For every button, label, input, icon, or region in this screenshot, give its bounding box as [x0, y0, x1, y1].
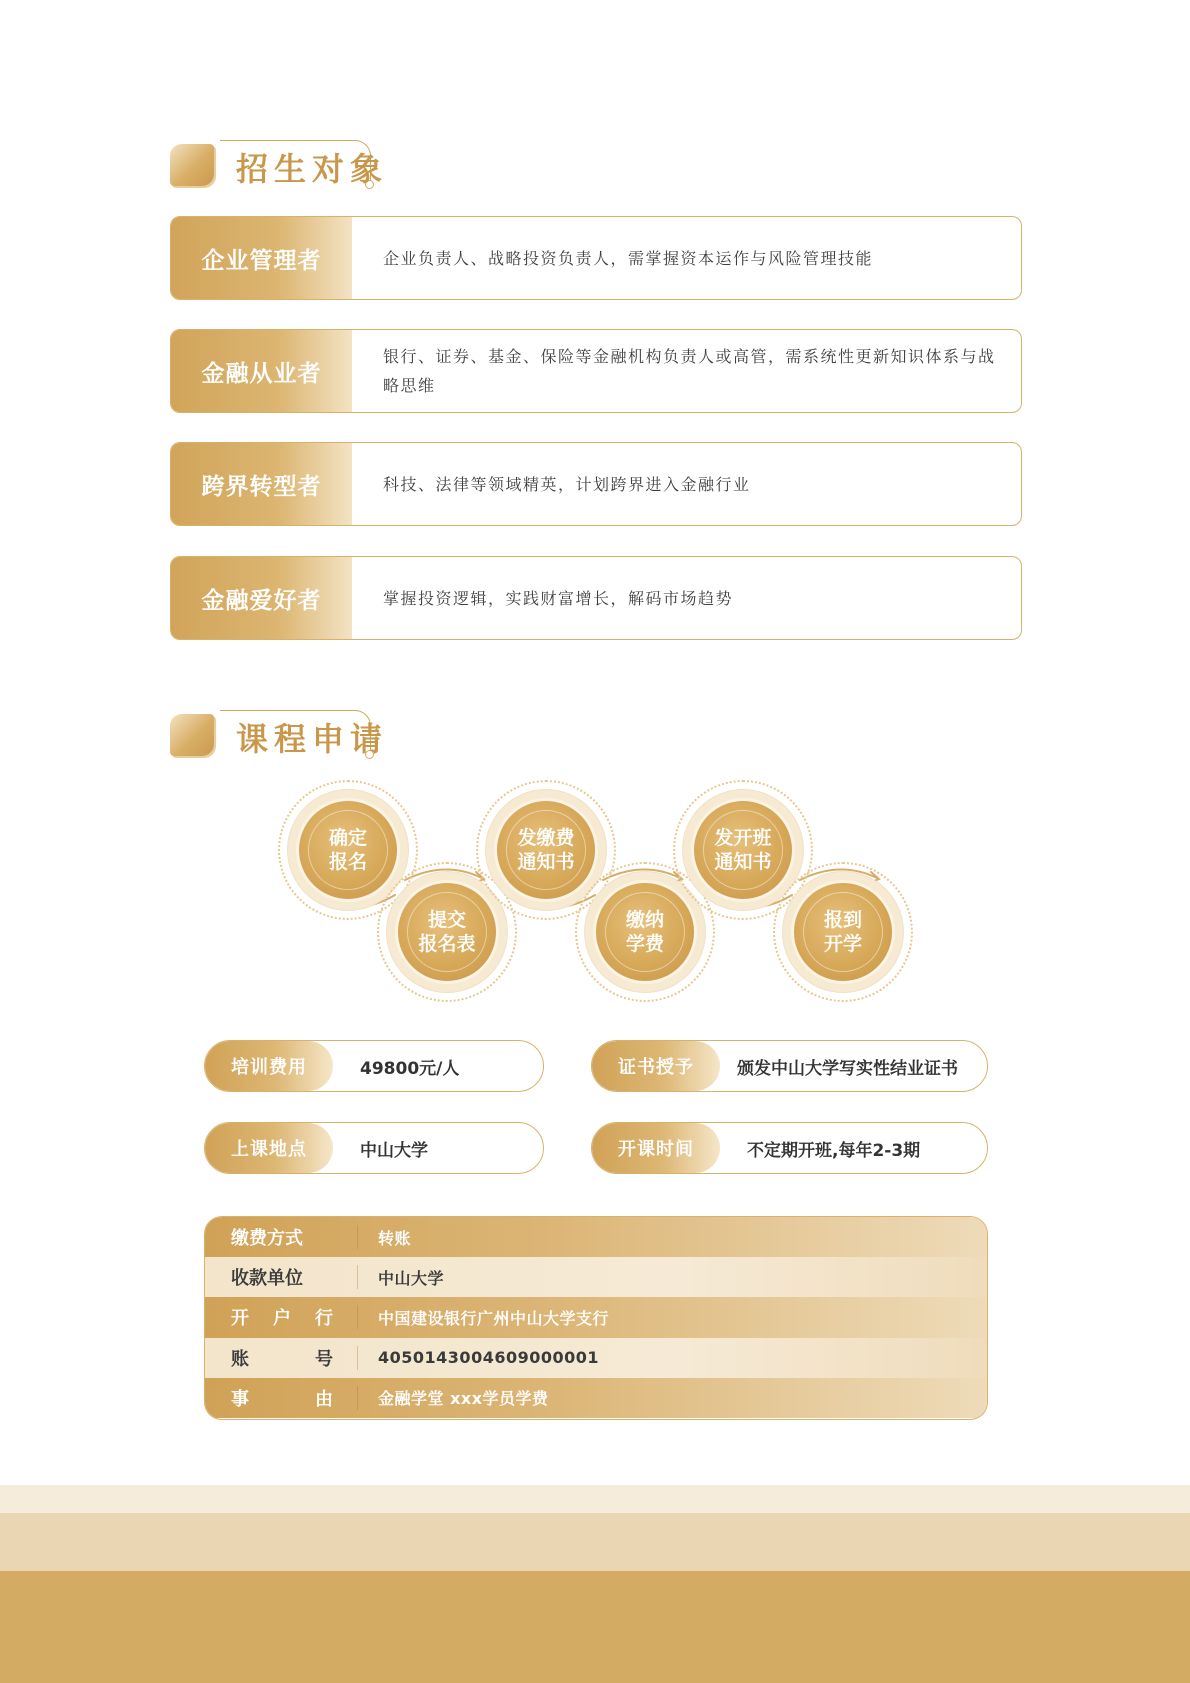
info-fee [204, 1040, 544, 1092]
info-label: 开课时间 [592, 1123, 720, 1173]
step-label: 报名 [328, 851, 367, 873]
payment-row [205, 1338, 987, 1378]
info-certificate [591, 1040, 988, 1092]
step-label: 通知书 [714, 851, 772, 873]
payment-row [205, 1297, 987, 1337]
info-label: 证书授予 [592, 1041, 720, 1091]
step-label: 报到 [823, 909, 862, 931]
info-value: 不定期开班,每年2-3期 [747, 1140, 921, 1161]
info-label: 上课地点 [205, 1123, 333, 1173]
target-label: 金融爱好者 [171, 557, 352, 639]
target-description: 企业负责人、战略投资负责人，需掌握资本运作与风险管理技能 [383, 248, 874, 268]
target-description: 科技、法律等领域精英，计划跨界进入金融行业 [383, 474, 751, 494]
info-location [204, 1122, 544, 1174]
payment-key: 账 号 [231, 1348, 333, 1370]
payment-key: 缴费方式 [231, 1228, 303, 1250]
payment-table [204, 1216, 988, 1420]
target-label: 企业管理者 [171, 217, 352, 299]
payment-row [205, 1217, 987, 1257]
target-label: 金融从业者 [171, 330, 352, 412]
payment-value: 中山大学 [378, 1268, 445, 1288]
footer-band-dark [0, 1571, 1190, 1683]
info-value: 中山大学 [360, 1140, 428, 1161]
target-label: 跨界转型者 [171, 443, 352, 525]
info-value: 49800元/人 [360, 1058, 460, 1079]
step-label: 确定 [328, 827, 367, 849]
payment-key: 事 由 [231, 1388, 333, 1410]
footer-band-mid [0, 1513, 1190, 1571]
step-label: 学费 [625, 933, 664, 955]
process-step [783, 872, 903, 992]
step-label: 发缴费 [517, 827, 575, 849]
step-label: 发开班 [714, 827, 772, 849]
payment-value: 金融学堂 xxx学员学费 [378, 1389, 549, 1409]
payment-value: 4050143004609000001 [378, 1348, 600, 1368]
payment-row [205, 1257, 987, 1297]
info-value: 颁发中山大学写实性结业证书 [737, 1058, 958, 1079]
section-title: 招生对象 [236, 150, 389, 188]
payment-value: 中国建设银行广州中山大学支行 [378, 1308, 610, 1328]
payment-value: 转账 [378, 1228, 412, 1248]
step-label: 报名表 [418, 933, 476, 955]
step-label: 提交 [427, 909, 466, 931]
section-title: 课程申请 [236, 720, 389, 758]
target-description: 银行、证券、基金、保险等金融机构负责人或高管，需系统性更新知识体系与战略思维 [383, 347, 996, 395]
payment-row [205, 1378, 987, 1418]
step-label: 缴纳 [625, 909, 664, 931]
info-schedule [591, 1122, 988, 1174]
target-description: 掌握投资逻辑，实践财富增长，解码市场趋势 [383, 588, 734, 608]
footer-band-light [0, 1485, 1190, 1513]
step-label: 通知书 [517, 851, 575, 873]
info-label: 培训费用 [205, 1041, 333, 1091]
payment-key: 开 户 行 [231, 1308, 333, 1330]
payment-key: 收款单位 [231, 1268, 303, 1290]
step-label: 开学 [823, 933, 862, 955]
